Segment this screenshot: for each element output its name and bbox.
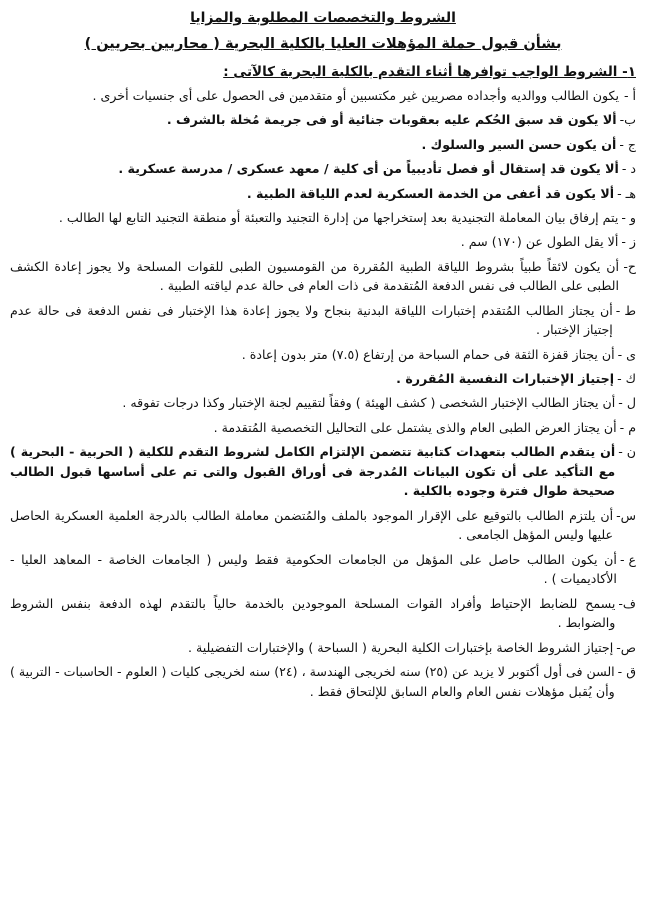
- document-title: الشروط والتخصصات المطلوبة والمزايا: [190, 10, 456, 26]
- condition-item: [10, 418, 636, 438]
- condition-item: [10, 208, 636, 228]
- condition-item: [10, 638, 636, 658]
- condition-text: أن يجتاز العرض الطبى العام والذى يشتمل على التحاليل التخصصية المُتقدمة .: [213, 419, 617, 435]
- condition-letter: د -: [621, 161, 636, 177]
- condition-letter: م -: [619, 419, 636, 435]
- condition-item: [10, 159, 636, 179]
- condition-text: ألا يكون قد سبق الحُكم عليه بعقوبات جنائية أو فى جريمة مُخلة بالشرف .: [166, 112, 617, 128]
- condition-letter: س-: [616, 507, 636, 523]
- document-subtitle: بشأن قبول حملة المؤهلات العليا بالكلية البحرية ( محاربين بحريين ): [84, 36, 562, 52]
- condition-text: أن يلتزم الطالب بالتوقيع على الإقرار الموجود بالملف والمُتضمن معاملة الطالب بالدرجة العلمية العسكرية الحاصل عليها وليس المؤهل الجامعى .: [10, 507, 614, 543]
- condition-text: أن يكون لائقاً طبياً بشروط اللياقة الطبية المُقررة من القومسيون الطبى للقوات المسلحة ولا يجوز إعادة الكشف الطبى على الطالب فى نفس الدفعة المُتقدمة فى ذات العام فى حالة عدم لياقته الطبية .: [10, 258, 619, 294]
- condition-letter: ع -: [619, 551, 636, 567]
- condition-letter: ط -: [615, 302, 636, 318]
- condition-item: [10, 232, 636, 252]
- condition-text: يتم إرفاق بيان المعاملة التجنيدية بعد إستخراجها من إدارة التجنيد والتعبئة أو منطقة التجنيد التابع لها الطالب .: [58, 209, 619, 225]
- condition-item: [10, 257, 636, 296]
- condition-letter: ن -: [618, 444, 636, 460]
- condition-item: [10, 345, 636, 365]
- condition-text: إجتياز الإختبارات النفسية المُقررة .: [396, 371, 615, 387]
- condition-letter: ب-: [619, 112, 636, 128]
- condition-item: [10, 369, 636, 389]
- condition-text: يسمح للضابط الإحتياط وأفراد القوات المسلحة الموجودين بالخدمة حالياً بالتقدم لهذه الدفعة بنفس الشروط والضوابط .: [10, 595, 616, 631]
- condition-letter: ج -: [619, 136, 636, 152]
- condition-text: أن يكون الطالب حاصل على المؤهل من الجامعات الحكومية فقط وليس ( الجامعات الخاصة - المعاهد العليا - الأكاديميات ) .: [10, 551, 617, 587]
- condition-text: أن يجتاز الطالب الإختبار الشخصى ( كشف الهيئة ) وفقاً لتقييم لجنة الإختبار وكذا درجات تفوقه .: [122, 395, 616, 411]
- condition-text: أن يكون حسن السير والسلوك .: [421, 136, 617, 152]
- condition-letter: ح-: [623, 258, 636, 274]
- condition-item: [10, 662, 636, 701]
- conditions-list: [10, 86, 636, 701]
- condition-letter: ل -: [618, 395, 636, 411]
- condition-letter: أ -: [623, 88, 636, 103]
- condition-text: ألا يكون قد إستقال أو فصل تأديبياً من أى كلية / معهد عسكرى / مدرسة عسكرية .: [118, 161, 619, 177]
- condition-item: [10, 442, 636, 501]
- condition-item: [10, 393, 636, 413]
- condition-item: [10, 184, 636, 204]
- condition-text: أن يجتاز الطالب المُتقدم إختبارات اللياقة البدنية بنجاح ولا يجوز إعادة هذا الإختبار فى نفس الدفعة فى حالة عدم إجتياز الإختبار .: [10, 302, 613, 338]
- condition-letter: ك -: [617, 371, 636, 387]
- condition-text: يكون الطالب ووالديه وأجداده مصريين غير مكتسبين أو متقدمين فى الحصول على أى جنسيات أخرى .: [92, 88, 619, 103]
- condition-text: ألا يقل الطول عن (١٧٠) سم .: [460, 234, 619, 250]
- condition-letter: ص-: [616, 639, 636, 655]
- condition-letter: ى -: [617, 346, 636, 362]
- condition-letter: ف-: [618, 595, 636, 611]
- condition-item: [10, 110, 636, 130]
- condition-item: [10, 301, 636, 340]
- condition-item: [10, 550, 636, 589]
- condition-letter: ق -: [617, 664, 636, 680]
- condition-text: ألا يكون قد أعفى من الخدمة العسكرية لعدم اللياقة الطبية .: [246, 185, 615, 201]
- condition-text: أن يجتاز قفزة الثقة فى حمام السباحة من إرتفاع (٧.٥) متر بدون إعادة .: [241, 346, 615, 362]
- condition-text: إجتياز الشروط الخاصة بإختبارات الكلية البحرية ( السباحة ) والإختبارات التفضيلية .: [187, 639, 614, 655]
- condition-text: أن يتقدم الطالب بتعهدات كتابية تتضمن الإلتزام الكامل لشروط التقدم للكلية ( الحربية - البحرية ) مع التأكيد على أن تكون البيانات المُدرجة فى أوراق القبول والتى تم على أساسها قبول الطالب صحيحة طوال فترة وجوده بالكلية .: [10, 444, 616, 499]
- condition-item: [10, 506, 636, 545]
- condition-letter: هـ -: [617, 185, 636, 201]
- condition-item: [10, 86, 636, 106]
- condition-letter: و -: [621, 209, 636, 225]
- condition-item: [10, 594, 636, 633]
- condition-text: السن فى أول أكتوبر لا يزيد عن (٢٥) سنه لخريجى الهندسة ، (٢٤) سنه لخريجى كليات ( العلوم - الحاسبات - التربية ) وأن يُقبل مؤهلات نفس العام والعام السابق للإلتحاق فقط .: [10, 664, 615, 699]
- section-heading: ١- الشروط الواجب توافرها أثناء التقدم بالكلية البحرية كالآتى :: [223, 64, 636, 80]
- condition-letter: ز -: [621, 234, 636, 250]
- condition-item: [10, 135, 636, 155]
